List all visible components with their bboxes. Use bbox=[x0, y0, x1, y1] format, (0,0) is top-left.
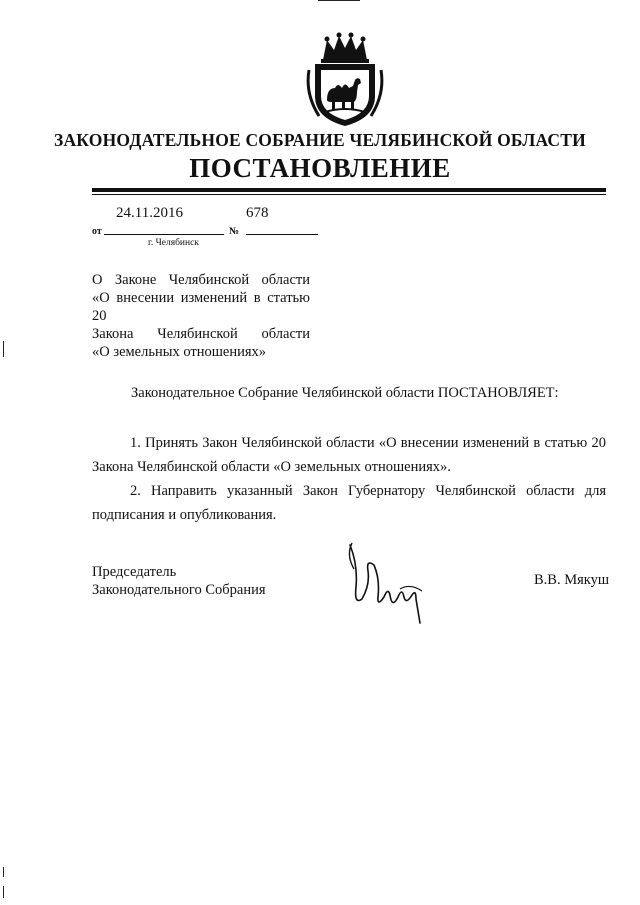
number-prefix-label: № bbox=[229, 226, 240, 237]
header-divider-thin bbox=[92, 194, 606, 195]
handwritten-signature bbox=[340, 535, 440, 627]
preamble-text: Законодательное Собрание Челябинской области ПОСТАНОВЛЯЕТ: bbox=[131, 385, 559, 401]
scan-mark-bottom-1 bbox=[3, 867, 4, 877]
city-label: г. Челябинск bbox=[148, 238, 199, 248]
crown-icon bbox=[321, 33, 369, 64]
document-subject bbox=[92, 271, 310, 361]
document-date: 24.11.2016 bbox=[116, 205, 183, 221]
organization-title: ЗАКОНОДАТЕЛЬНОЕ СОБРАНИЕ ЧЕЛЯБИНСКОЙ ОБЛАСТИ bbox=[54, 130, 586, 150]
signatory-name: В.В. Мякуш bbox=[534, 572, 610, 588]
resolution-item-2 bbox=[92, 479, 606, 527]
subject-line-3: Закона Челябинской области bbox=[92, 326, 310, 342]
resolution-item-2-text: 2. Направить указанный Закон Губернатору Челябинской области для подписания и опубликования. bbox=[92, 483, 606, 523]
signatory-position-line-1: Председатель bbox=[92, 564, 177, 580]
scan-mark-top bbox=[318, 0, 360, 1]
document-type-heading: ПОСТАНОВЛЕНИЕ bbox=[189, 153, 451, 183]
resolution-item-1-text: 1. Принять Закон Челябинской области «О внесении изменений в статью 20 Закона Челябинской области «О земельных отношениях». bbox=[92, 435, 606, 475]
header-divider-thick bbox=[92, 188, 606, 192]
signatory-position bbox=[92, 563, 266, 599]
date-underline bbox=[104, 234, 224, 235]
number-underline bbox=[246, 234, 318, 235]
subject-line-4: «О земельных отношениях» bbox=[92, 344, 267, 360]
subject-line-2: «О внесении изменений в статью 20 bbox=[92, 290, 310, 324]
scan-mark-left bbox=[3, 341, 4, 357]
resolution-item-1 bbox=[92, 431, 606, 479]
document-number: 678 bbox=[246, 205, 269, 221]
date-prefix-label: от bbox=[92, 226, 102, 237]
subject-line-1: О Законе Челябинской области bbox=[92, 272, 310, 288]
chelyabinsk-emblem-icon bbox=[305, 30, 385, 128]
signatory-position-line-2: Законодательного Собрания bbox=[92, 582, 266, 598]
scan-mark-bottom-2 bbox=[3, 886, 4, 898]
